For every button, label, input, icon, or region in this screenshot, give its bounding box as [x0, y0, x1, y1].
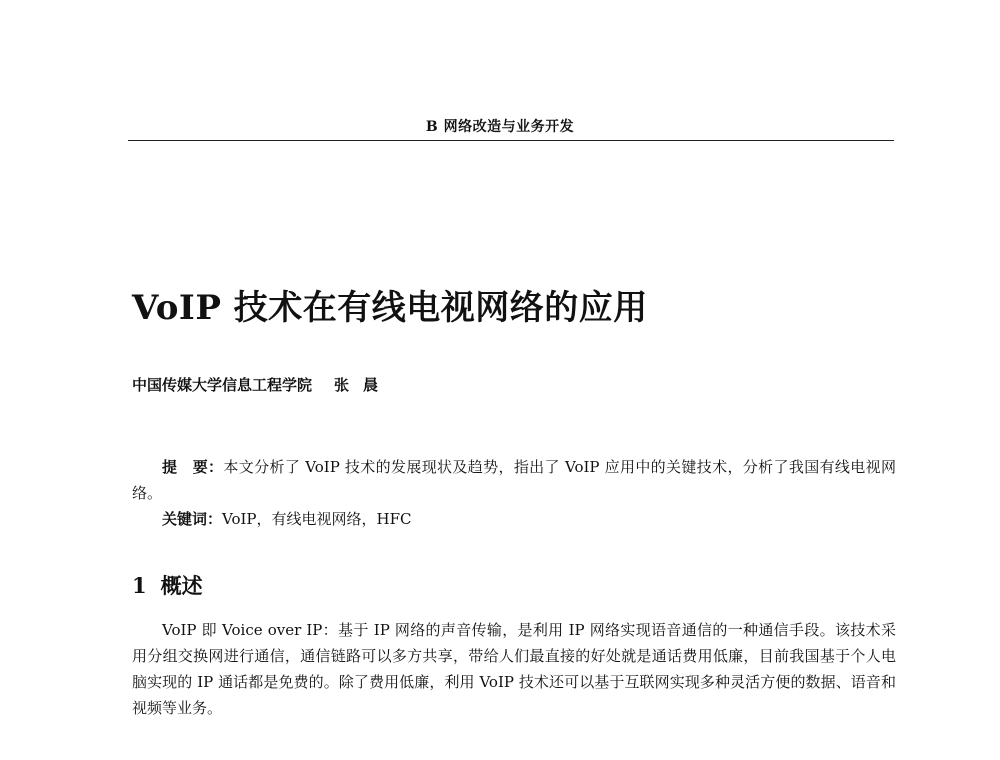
- section-body: [132, 617, 896, 721]
- affiliation: 中国传媒大学信息工程学院: [132, 376, 313, 394]
- keywords-paragraph: [132, 506, 896, 532]
- abstract-text: 本文分析了 VoIP 技术的发展现状及趋势，指出了 VoIP 应用中的关键技术，分析了我国有线电视网络。: [132, 458, 896, 502]
- author-name: 张晨: [334, 376, 393, 394]
- keywords-text: VoIP，有线电视网络，HFC: [222, 510, 412, 528]
- header-rule: [128, 140, 894, 141]
- author-line: [132, 374, 392, 395]
- abstract-label: 提 要：: [162, 458, 224, 476]
- body-paragraph: VoIP 即 Voice over IP：基于 IP 网络的声音传输，是利用 IP 网络实现语音通信的一种通信手段。该技术采用分组交换网进行通信，通信链路可以多方共享，带给人们最直接的好处就是通话费用低廉，目前我国基于个人电脑实现的 IP 通话都是免费的。除了费用低廉，利用 VoIP 技术还可以基于互联网实现多种灵活方便的数据、语音和视频等业务。: [132, 621, 896, 717]
- section-number: 1: [132, 573, 147, 598]
- section-title: 概述: [160, 573, 203, 598]
- abstract-block: [132, 454, 896, 532]
- article-title: VoIP 技术在有线电视网络的应用: [132, 288, 648, 328]
- section-heading: [132, 570, 203, 600]
- abstract-paragraph: [132, 454, 896, 506]
- keywords-label: 关键词：: [162, 510, 223, 528]
- running-header: B 网络改造与业务开发: [425, 119, 575, 135]
